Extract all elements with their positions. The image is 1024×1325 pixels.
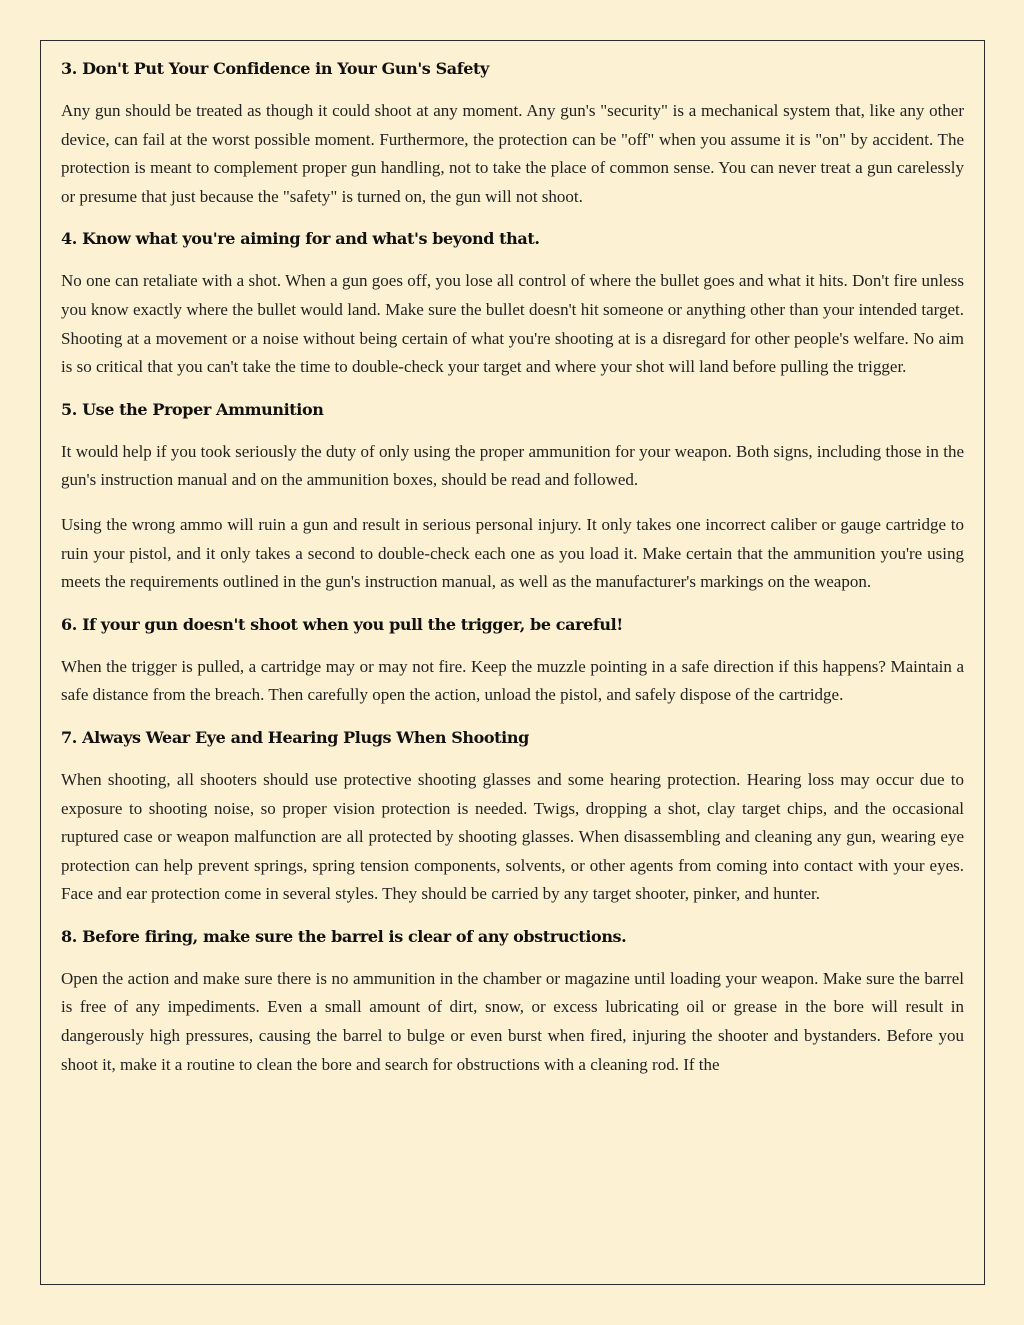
- page-frame: [40, 40, 985, 1285]
- paragraph: It would help if you took seriously the duty of only using the proper ammunition for your weapon. Both signs, including those in the gun's instruction manual and on the ammunition boxes, should be read and followed.: [61, 441, 964, 490]
- section-7: [61, 726, 964, 909]
- paragraph: Any gun should be treated as though it could shoot at any moment. Any gun's "security" is a mechanical system that, like any other device, can fail at the worst possible moment. Furthermore, the protection can be "off" when you assume it is "on" by accident. The protection is meant to complement proper gun handling, not to take the place of common sense. You can never treat a gun carelessly or presume that just because the "safety" is turned on, the gun will not shoot.: [61, 101, 964, 206]
- section-5: [61, 398, 964, 597]
- section-4: [61, 227, 964, 381]
- section-6: [61, 613, 964, 710]
- paragraph: No one can retaliate with a shot. When a gun goes off, you lose all control of where the bullet goes and what it hits. Don't fire unless you know exactly where the bullet would land. Make sure the bullet doesn't hit someone or anything other than your intended target. Shooting at a movement or a noise without being certain of what you're shooting at is a disregard for other people's welfare. No aim is so critical that you can't take the time to double-check your target and where your shot will land before pulling the trigger.: [61, 271, 964, 377]
- paragraph: When the trigger is pulled, a cartridge may or may not fire. Keep the muzzle pointing in a safe direction if this happens? Maintain a safe distance from the breach. Then carefully open the action, unload the pistol, and safely dispose of the cartridge.: [61, 656, 964, 705]
- section-heading: 8. Before firing, make sure the barrel is clear of any obstructions.: [61, 926, 627, 946]
- paragraph: Using the wrong ammo will ruin a gun and result in serious personal injury. It only takes one incorrect caliber or gauge cartridge to ruin your pistol, and it only takes a second to double-check each one as you load it. Make certain that the ammunition you're using meets the requirements outlined in the gun's instruction manual, as well as the manufacturer's markings on the weapon.: [61, 514, 964, 592]
- section-heading: 7. Always Wear Eye and Hearing Plugs When Shooting: [61, 727, 529, 747]
- section-heading: 4. Know what you're aiming for and what's beyond that.: [61, 229, 540, 249]
- section-heading: 5. Use the Proper Ammunition: [61, 399, 324, 419]
- document-body: [61, 57, 964, 1095]
- section-heading: 6. If your gun doesn't shoot when you pull the trigger, be careful!: [61, 614, 623, 634]
- section-heading: 3. Don't Put Your Confidence in Your Gun's Safety: [61, 59, 489, 78]
- section-3: [61, 57, 964, 211]
- section-8: [61, 925, 964, 1079]
- paragraph: Open the action and make sure there is no ammunition in the chamber or magazine until loading your weapon. Make sure the barrel is free of any impediments. Even a small amount of dirt, snow, or excess lubricating oil or grease in the bore will result in dangerously high pressures, causing the barrel to bulge or even burst when fired, injuring the shooter and bystanders. Before you shoot it, make it a routine to clean the bore and search for obstructions with a cleaning rod. If the: [61, 968, 964, 1074]
- paragraph: When shooting, all shooters should use protective shooting glasses and some hearing protection. Hearing loss may occur due to exposure to shooting noise, so proper vision protection is needed. Twigs, dropping a shot, clay target chips, and the occasional ruptured case or weapon malfunction are all protected by shooting glasses. When disassembling and cleaning any gun, wearing eye protection can help prevent springs, spring tension components, solvents, or other agents from coming into contact with your eyes. Face and ear protection come in several styles. They should be carried by any target shooter, pinker, and hunter.: [61, 769, 964, 904]
